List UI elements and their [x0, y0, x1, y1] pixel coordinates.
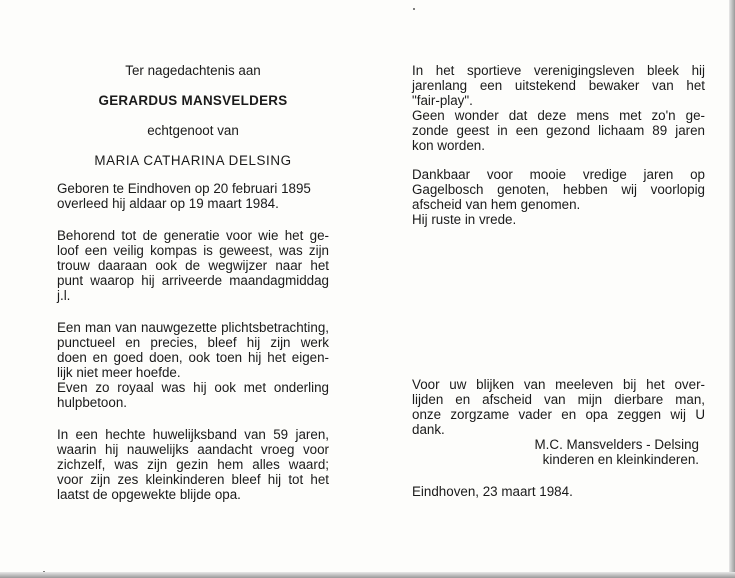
paragraph-thanks: [412, 377, 705, 437]
print-speck: [413, 8, 415, 10]
text-line: kon worden.: [412, 138, 485, 153]
paragraph-farewell: [412, 167, 705, 227]
text-line: "fair-play".: [412, 93, 473, 108]
text-line: trouw daaraan ook de wegwijzer naar het: [57, 258, 329, 273]
spouse-name: MARIA CATHARINA DELSING: [94, 153, 292, 168]
text-line: dank.: [412, 422, 445, 437]
text-line: lijden en afscheid van mijn dierbare man,: [412, 392, 705, 407]
card-edge-shadow: [0, 572, 735, 578]
text-line: Geboren te Eindhoven op 20 februari 1895: [57, 181, 311, 196]
paragraph-sport: [412, 63, 705, 153]
in-memory-line: Ter nagedachtenis aan: [125, 63, 261, 78]
spouse-of-line: echtgenoot van: [147, 123, 239, 138]
text-line: zonde geest in een gezond lichaam 89 jaren: [412, 123, 705, 138]
text-line: Geen wonder dat deze mens met zo'n ge-: [412, 108, 705, 123]
text-line: jarenlang een uitstekend bewaker van het: [412, 78, 705, 93]
text-line: punctueel en precies, bleef hij zijn werk: [57, 335, 329, 350]
signature-block: [412, 437, 705, 467]
text-line: lijk niet meer hoefde.: [57, 365, 181, 380]
text-line: Een man van nauwgezette plichtsbetrachting,: [57, 320, 329, 335]
right-column: [412, 63, 705, 499]
text-line: afscheid van hem genomen.: [412, 197, 581, 212]
text-line: In een hechte huwelijksband van 59 jaren,: [57, 427, 329, 442]
deceased-name: GERARDUS MANSVELDERS: [98, 93, 288, 108]
paragraph-faith: [57, 228, 329, 303]
text-line: onze zorgzame vader en opa zeggen wij U: [412, 407, 705, 422]
text-line: In het sportieve verenigingsleven bleek hij: [412, 63, 705, 78]
text-line: hulpbetoon.: [57, 395, 127, 410]
text-line: loof een veilig kompas is geweest, was zijn: [57, 243, 329, 258]
birth-death-block: [57, 181, 329, 211]
text-line: Voor uw blijken van meeleven bij het over-: [412, 377, 705, 392]
place-date: Eindhoven, 23 maart 1984.: [412, 484, 573, 499]
text-line: punt waarop hij arriveerde maandagmiddag: [57, 273, 329, 288]
text-line: Hij ruste in vrede.: [412, 212, 517, 227]
text-line: waarin hij nauwelijks aandacht vroeg voor: [57, 442, 329, 457]
text-line: Dankbaar voor mooie vredige jaren op: [412, 167, 705, 182]
signature-line: kinderen en kleinkinderen.: [542, 452, 699, 467]
left-column: [57, 63, 329, 502]
text-line: voor zijn zes kleinkinderen bleef hij tot het: [57, 472, 329, 487]
text-line: zichzelf, was zijn gezin hem alles waard;: [57, 457, 329, 472]
text-line: laatst de opgewekte blijde opa.: [57, 487, 241, 502]
text-line: Even zo royaal was hij ook met onderling: [57, 380, 329, 395]
text-line: doen en goed doen, ook toen hij het eigen-: [57, 350, 329, 365]
text-line: j.l.: [57, 288, 71, 303]
paragraph-family: [57, 427, 329, 502]
paragraph-duty: [57, 320, 329, 410]
text-line: overleed hij aldaar op 19 maart 1984.: [57, 196, 279, 211]
card-edge-shadow: [729, 0, 735, 578]
text-line: Gagelbosch genoten, hebben wij voorlopig: [412, 182, 705, 197]
signature-line: M.C. Mansvelders - Delsing: [534, 437, 699, 452]
text-line: Behorend tot de generatie voor wie het ge-: [57, 228, 329, 243]
